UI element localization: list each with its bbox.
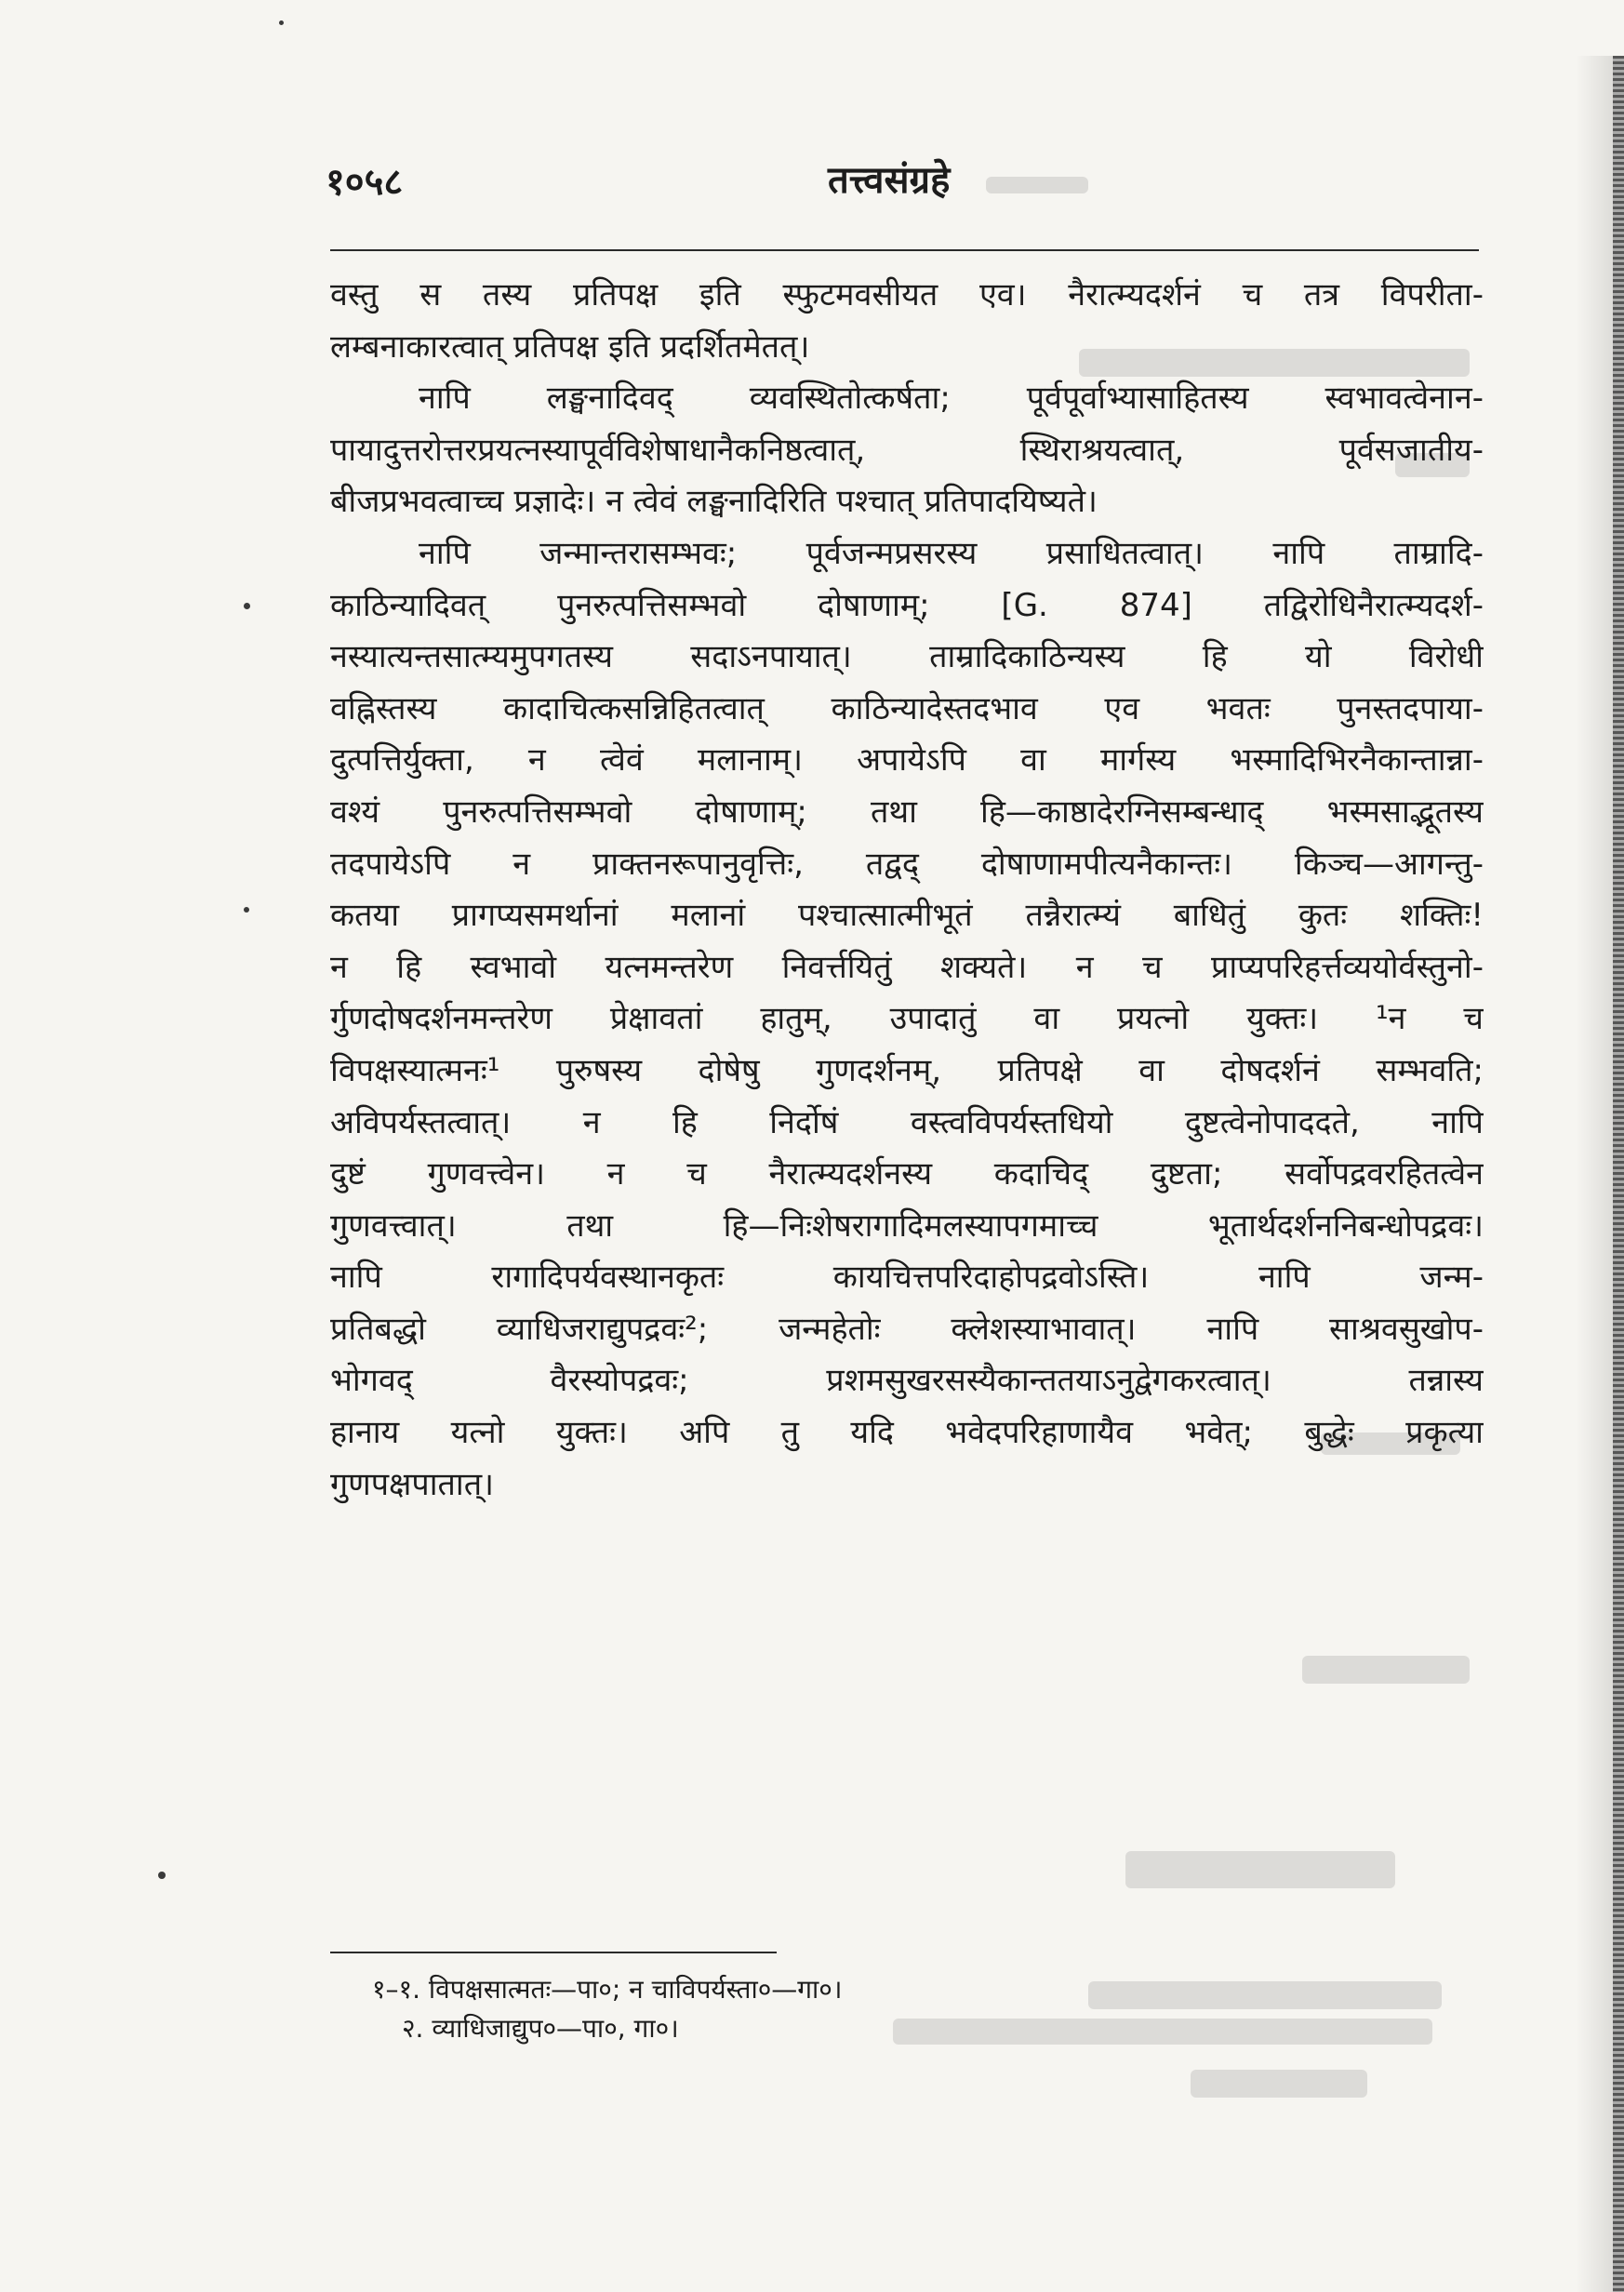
text-line: नापि जन्मान्तरासम्भवः; पूर्वजन्मप्रसरस्य प्रसाधितत्वात्। नापि ताम्रादि- xyxy=(419,534,1484,572)
ink-speck xyxy=(244,907,249,913)
text-line: काठिन्यादिवत् पुनरुत्पत्तिसम्भवो दोषाणाम्; [G. 874] तद्विरोधिनैरात्म्यदर्श- xyxy=(330,586,1484,624)
header-rule xyxy=(330,249,1479,251)
footnote: १–१. विपक्षसात्मतः—पा०; न चाविपर्यस्ता०—गा०। xyxy=(372,1974,843,2005)
ink-speck xyxy=(158,1872,166,1879)
text-line: भोगवद् वैरस्योपद्रवः; प्रशमसुखरसस्यैकान्ततयाऽनुद्वेगकरत्वात्। तन्नास्य xyxy=(330,1362,1484,1400)
text-line: तदपायेऽपि न प्राक्तनरूपानुवृत्तिः, तद्वद् दोषाणामपीत्यनैकान्तः। किञ्च—आगन्तु- xyxy=(330,845,1484,883)
text-line: वह्निस्तस्य कादाचित्कसन्निहितत्वात् काठिन्यादेस्तदभाव एव भवतः पुनस्तदपाया- xyxy=(330,689,1484,727)
text-line: गुणपक्षपातात्। xyxy=(330,1465,494,1503)
text-line: वस्तु स तस्य प्रतिपक्ष इति स्फुटमवसीयत एव। नैरात्म्यदर्शनं च तत्र विपरीता- xyxy=(330,276,1484,313)
text-line: हानाय यत्नो युक्तः। अपि तु यदि भवेदपरिहाणायैव भवेत्; बुद्धेः प्रकृत्या xyxy=(330,1414,1484,1452)
text-line: बीजप्रभवत्वाच्च प्रज्ञादेः। न त्वेवं लङ्घनादिरिति पश्चात् प्रतिपादयिष्यते। xyxy=(330,483,1098,521)
text-line: दुष्टं गुणवत्त्वेन। न च नैरात्म्यदर्शनस्य कदाचिद् दुष्टता; सर्वोपद्रवरहितत्वेन xyxy=(330,1155,1484,1193)
text-line: न हि स्वभावो यत्नमन्तरेण निवर्त्तयितुं शक्यते। न च प्राप्यपरिहर्त्तव्ययोर्वस्तुनो- xyxy=(330,948,1484,986)
ink-speck xyxy=(279,20,284,25)
text-line: प्रतिबद्धो व्याधिजराद्युपद्रवः²; जन्महेतोः क्लेशस्याभावात्। नापि साश्रवसुखोप- xyxy=(330,1310,1484,1348)
page-header xyxy=(326,149,1479,214)
bleed-mark xyxy=(1125,1851,1395,1888)
footnotes xyxy=(372,1970,1442,2048)
text-line: वश्यं पुनरुत्पत्तिसम्भवो दोषाणाम्; तथा हि—काष्ठादेरग्निसम्बन्धाद् भस्मसाद्भूतस्य xyxy=(330,793,1484,831)
text-line: दुत्पत्तिर्युक्ता, न त्वेवं मलानाम्। अपायेऽपि वा मार्गस्य भस्मादिभिरनैकान्तान्ना- xyxy=(330,741,1484,780)
text-line: नस्यात्यन्तसात्म्यमुपगतस्य सदाऽनपायात्। ताम्रादिकाठिन्यस्य हि यो विरोधी xyxy=(330,638,1484,676)
page-number: १०५८ xyxy=(326,161,404,204)
bleed-mark xyxy=(1191,2070,1367,2098)
bleed-mark xyxy=(1302,1656,1470,1684)
text-line: विपक्षस्यात्मनः¹ पुरुषस्य दोषेषु गुणदर्शनम्, प्रतिपक्षे वा दोषदर्शनं सम्भवति; xyxy=(330,1051,1484,1089)
text-line: लम्बनाकारत्वात् प्रतिपक्ष इति प्रदर्शितमेतत्। xyxy=(330,327,810,366)
page-edge xyxy=(1613,56,1624,2292)
footnote: २. व्याधिजाद्युप०—पा०, गा०। xyxy=(402,2013,679,2044)
footnote-rule xyxy=(330,1952,777,1953)
text-line: अविपर्यस्तत्वात्। न हि निर्दोषं वस्त्वविपर्यस्तधियो दुष्टत्वेनोपाददते, नापि xyxy=(330,1103,1484,1141)
running-title: तत्त्वसंग्रहे xyxy=(828,159,951,202)
text-line: गुणवत्त्वात्। तथा हि—निःशेषरागादिमलस्यापगमाच्च भूतार्थदर्शननिबन्धोपद्रवः। xyxy=(330,1206,1484,1245)
binding-shadow xyxy=(1576,56,1613,2292)
body-text xyxy=(330,270,1484,1511)
text-line: नापि लङ्घनादिवद् व्यवस्थितोत्कर्षता; पूर्वपूर्वाभ्यासाहितस्य स्वभावत्वेनान- xyxy=(419,380,1484,418)
text-line: र्गुणदोषदर्शनमन्तरेण प्रेक्षावतां हातुम्, उपादातुं वा प्रयत्नो युक्तः। ¹न च xyxy=(330,1000,1484,1038)
ink-speck xyxy=(244,603,250,609)
text-line: कतया प्रागप्यसमर्थानां मलानां पश्चात्सात्मीभूतं तन्नैरात्म्यं बाधितुं कुतः शक्तिः! xyxy=(330,897,1484,935)
text-line: पायादुत्तरोत्तरप्रयत्नस्यापूर्वविशेषाधानैकनिष्ठत्वात्, स्थिराश्रयत्वात्, पूर्वसजातीय- xyxy=(330,431,1484,469)
text-line: नापि रागादिपर्यवस्थानकृतः कायचित्तपरिदाहोपद्रवोऽस्ति। नापि जन्म- xyxy=(330,1259,1484,1297)
